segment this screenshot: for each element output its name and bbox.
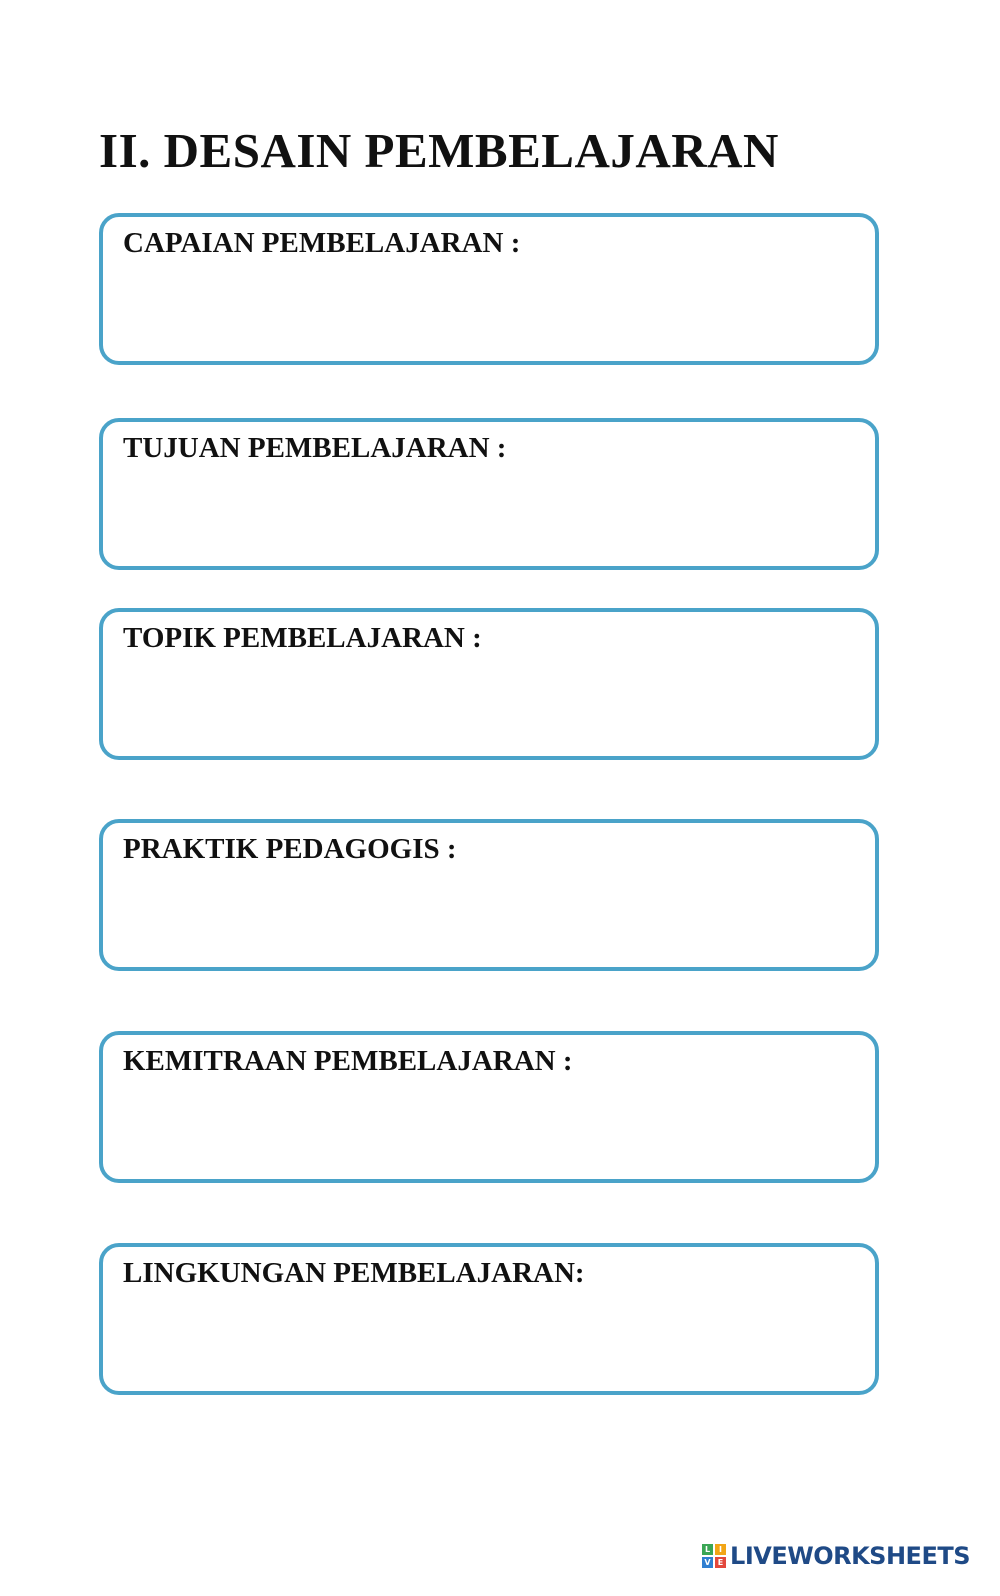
- logo-cell-v: V: [702, 1557, 713, 1568]
- lingkungan-pembelajaran-input[interactable]: [121, 1305, 857, 1377]
- kemitraan-pembelajaran-label: KEMITRAAN PEMBELAJARAN :: [123, 1045, 573, 1077]
- capaian-pembelajaran-label: CAPAIAN PEMBELAJARAN :: [123, 227, 521, 259]
- topik-pembelajaran-label: TOPIK PEMBELAJARAN :: [123, 622, 482, 654]
- tujuan-pembelajaran-input[interactable]: [121, 480, 857, 552]
- praktik-pedagogis-label: PRAKTIK PEDAGOGIS :: [123, 833, 457, 865]
- topik-pembelajaran-box[interactable]: [99, 608, 879, 760]
- tujuan-pembelajaran-box[interactable]: [99, 418, 879, 570]
- topik-pembelajaran-input[interactable]: [121, 670, 857, 742]
- lingkungan-pembelajaran-box[interactable]: [99, 1243, 879, 1395]
- lingkungan-pembelajaran-label: LINGKUNGAN PEMBELAJARAN:: [123, 1257, 585, 1289]
- kemitraan-pembelajaran-input[interactable]: [121, 1093, 857, 1165]
- capaian-pembelajaran-input[interactable]: [121, 275, 857, 347]
- logo-cell-i: I: [715, 1544, 726, 1555]
- logo-cell-e: E: [715, 1557, 726, 1568]
- liveworksheets-logo-text: LIVEWORKSHEETS: [730, 1542, 970, 1570]
- liveworksheets-logo: [702, 1542, 970, 1570]
- liveworksheets-logo-icon: [702, 1544, 726, 1568]
- tujuan-pembelajaran-label: TUJUAN PEMBELAJARAN :: [123, 432, 507, 464]
- kemitraan-pembelajaran-box[interactable]: [99, 1031, 879, 1183]
- page-title: II. DESAIN PEMBELAJARAN: [99, 123, 779, 178]
- logo-cell-l: L: [702, 1544, 713, 1555]
- praktik-pedagogis-box[interactable]: [99, 819, 879, 971]
- praktik-pedagogis-input[interactable]: [121, 881, 857, 953]
- capaian-pembelajaran-box[interactable]: [99, 213, 879, 365]
